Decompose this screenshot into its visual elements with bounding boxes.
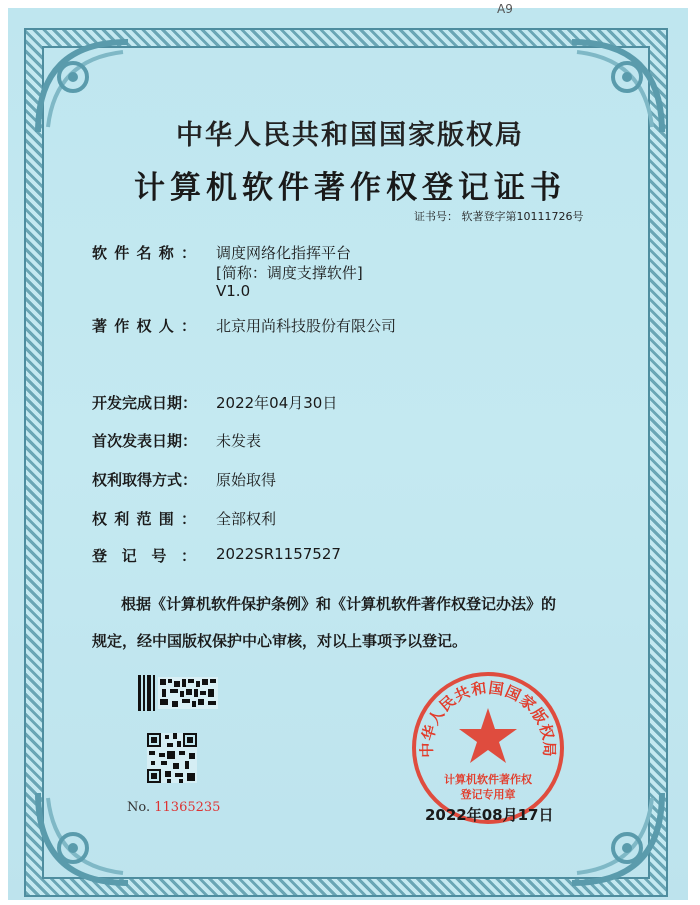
first-publish-label: 首次发表日期： — [92, 432, 198, 450]
owner-value: 北京用尚科技股份有限公司 — [216, 317, 397, 335]
serial-number — [127, 800, 220, 815]
official-seal-icon — [410, 670, 566, 826]
corner-ornament-icon — [562, 783, 672, 893]
registration-no-label: 登记号： — [92, 547, 196, 565]
statement-line-2: 规定，经中国版权保护中心审核，对以上事项予以登记。 — [92, 632, 468, 650]
seal-text-line-1: 计算机软件著作权 — [444, 773, 532, 786]
owner-label: 著作权人： — [92, 317, 196, 335]
barcode-icon — [138, 675, 224, 711]
corner-ornament-icon — [28, 783, 138, 893]
corner-mark: A9 — [497, 2, 513, 16]
cert-no-label: 证书号： — [414, 210, 458, 223]
seal-text-line-2: 登记专用章 — [460, 788, 516, 801]
scope-label: 权利范围： — [92, 510, 196, 528]
registration-no-value: 2022SR1157527 — [216, 545, 341, 563]
seal-ring-text: 中华人民共和国国家版权局 — [417, 678, 559, 758]
certificate-number — [414, 208, 584, 224]
acquisition-label: 权利取得方式： — [92, 471, 198, 489]
software-version: V1.0 — [216, 282, 251, 300]
issue-date: 2022年08月17日 — [425, 806, 554, 824]
serial-prefix: No. — [127, 800, 151, 815]
statement-line-1: 根据《计算机软件保护条例》和《计算机软件著作权登记办法》的 — [121, 595, 557, 613]
first-publish-value: 未发表 — [216, 432, 262, 450]
software-name-alias: [简称：调度支撑软件] — [216, 264, 363, 282]
issuing-authority: 中华人民共和国国家版权局 — [176, 120, 524, 151]
serial-value: 11365235 — [154, 800, 221, 815]
qr-code-icon — [147, 733, 197, 783]
scope-value: 全部权利 — [216, 510, 277, 528]
completion-date-label: 开发完成日期： — [92, 394, 198, 412]
software-name-label: 软件名称： — [92, 244, 196, 262]
completion-date-value: 2022年04月30日 — [216, 394, 338, 412]
document-title: 计算机软件著作权登记证书 — [134, 170, 566, 206]
cert-no-value: 软著登字第10111726号 — [461, 210, 584, 223]
acquisition-value: 原始取得 — [216, 471, 277, 489]
software-name-value: 调度网络化指挥平台 — [216, 244, 352, 262]
